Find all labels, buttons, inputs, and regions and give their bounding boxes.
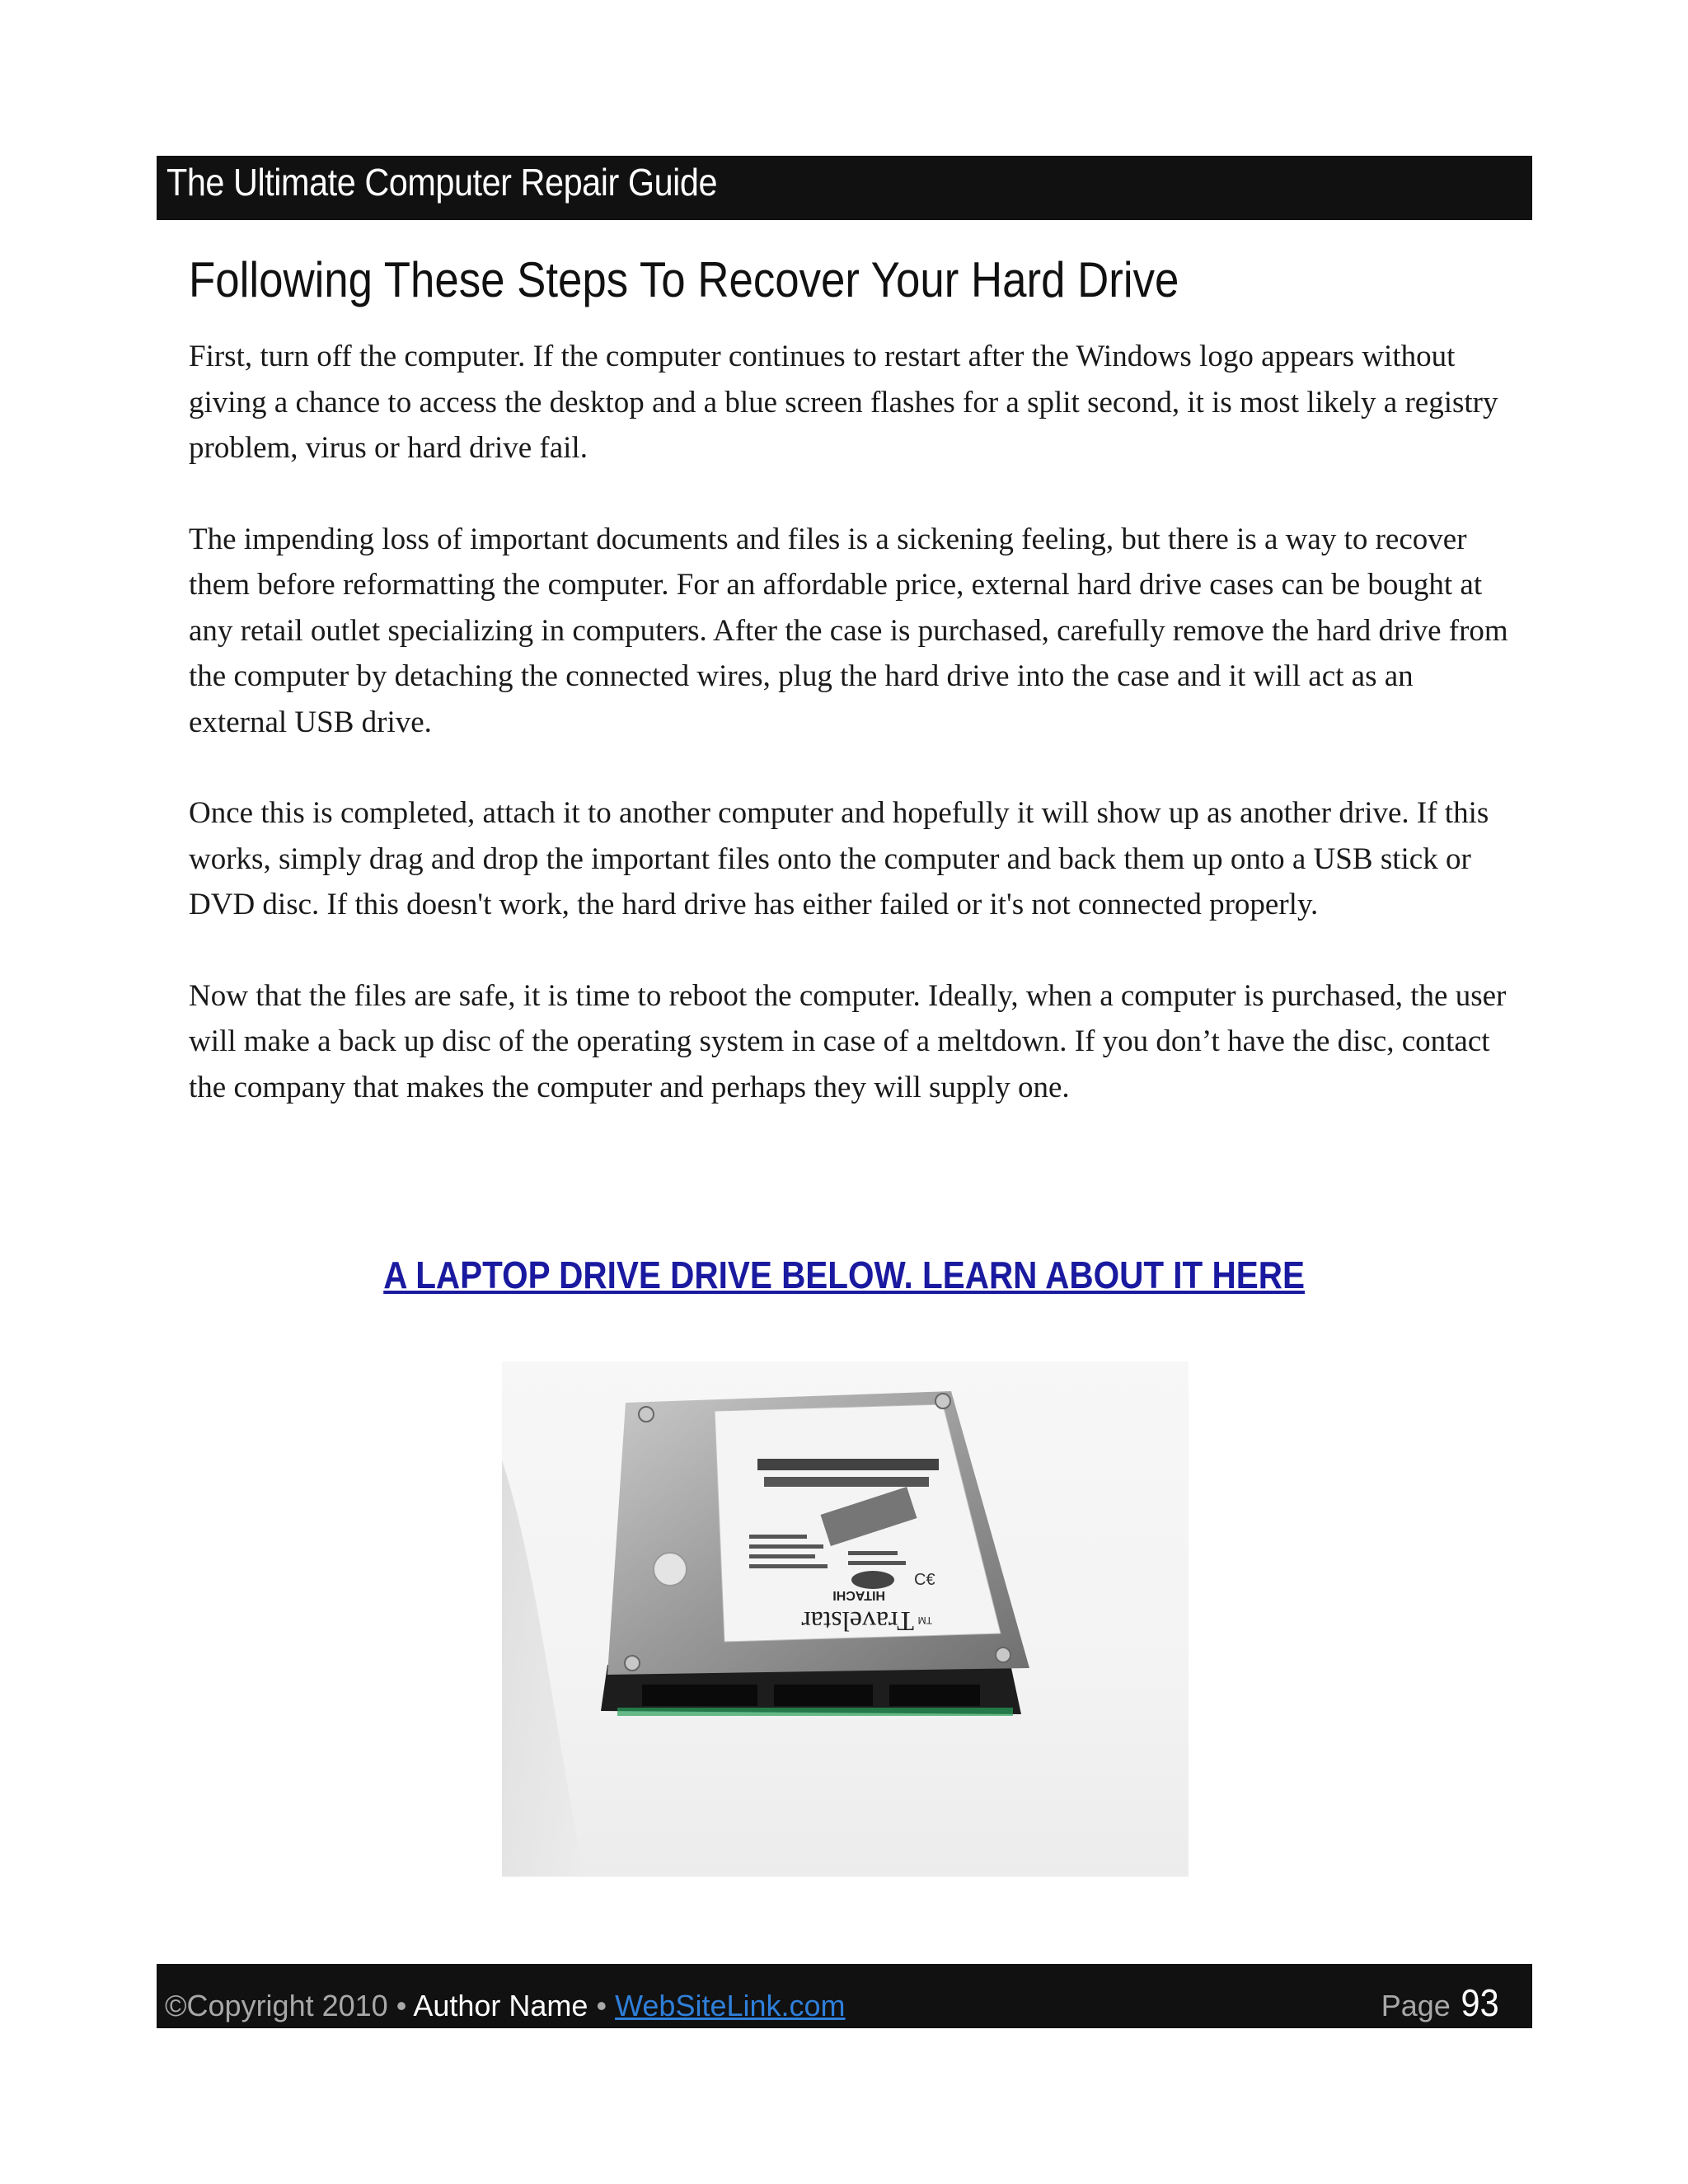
background-shadow: [502, 1460, 584, 1877]
hard-drive-illustration: [502, 1361, 1189, 1877]
header-bar: [157, 156, 1532, 220]
paragraph: Now that the files are safe, it is time to reboot the computer. Ideally, when a computer is purchased, the user will make a back up disc of the operating system in case of a meltdown. If you don’t have the disc, contact the company that makes the computer and perhaps they will supply one.: [189, 978, 1507, 1104]
svg-text:TM: TM: [917, 1615, 932, 1626]
svg-text:Travelstar: Travelstar: [801, 1605, 914, 1636]
body-text: [189, 334, 1516, 1155]
pcb-edge: [617, 1708, 1013, 1716]
footer-separator: •: [596, 1989, 607, 2022]
connector-pins: [642, 1685, 980, 1706]
footer-separator: •: [396, 1989, 407, 2022]
paragraph: First, turn off the computer. If the computer continues to restart after the Windows logo appears without giving a chance to access the desktop and a blue screen flashes for a split second, it is most likely a registry problem, virus or hard drive fail.: [189, 340, 1498, 465]
link-caption: [0, 1249, 1688, 1301]
hard-drive-photo: [502, 1361, 1189, 1877]
document-title: The Ultimate Computer Repair Guide: [166, 161, 718, 204]
svg-text:HITACHI: HITACHI: [832, 1588, 885, 1602]
footer-bar: [157, 1964, 1532, 2028]
paragraph: The impending loss of important documents and files is a sickening feeling, but there is a way to recover them before reformatting the computer. For an affordable price, external hard drive cases can be bought at any retail outlet specializing in computers. After the case is purchased, carefully remove the hard drive from the computer by detaching the connected wires, plug the hard drive into the case and it will act as an external USB drive.: [189, 522, 1508, 739]
footer-credits: [165, 1988, 846, 2024]
website-link[interactable]: WebSiteLink.com: [615, 1989, 846, 2022]
learn-more-link[interactable]: A LAPTOP DRIVE DRIVE BELOW. LEARN ABOUT IT HERE: [383, 1254, 1305, 1296]
svg-text:C€: C€: [914, 1571, 935, 1589]
spindle-icon: [654, 1553, 687, 1586]
page-indicator: [1381, 1981, 1501, 2024]
page-number: 93: [1461, 1981, 1499, 2024]
copyright-text: ©Copyright 2010: [165, 1989, 388, 2022]
page-label: Page: [1381, 1989, 1451, 2022]
section-heading: Following These Steps To Recover Your Hard Drive: [189, 252, 1179, 307]
paragraph: Once this is completed, attach it to another computer and hopefully it will show up as another drive. If this works, simply drag and drop the important files onto the computer and back them up onto a USB stick or DVD disc. If this doesn't work, the hard drive has either failed or it's not connected properly.: [189, 796, 1489, 921]
author-name: Author Name: [413, 1989, 588, 2022]
